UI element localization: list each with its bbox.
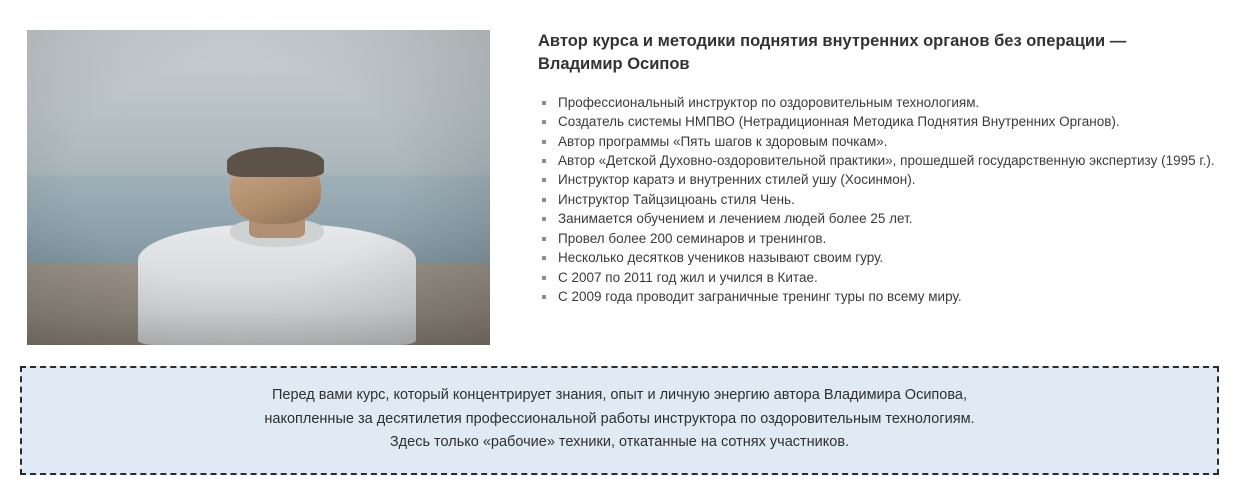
list-item: Инструктор каратэ и внутренних стилей ушу (Хосинмон). [538,170,1189,189]
list-item: С 2009 года проводит заграничные тренинг туры по всему миру. [538,287,1189,306]
author-credentials-list [538,93,1215,306]
list-item: Инструктор Тайцзицюань стиля Чень. [538,190,1189,209]
list-item: Автор «Детской Духовно-оздоровительной практики», прошедшей государственную экспертизу (1995 г.). [538,151,1189,170]
list-item: Занимается обучением и лечением людей более 25 лет. [538,209,1189,228]
list-item: Провел более 200 семинаров и тренингов. [538,229,1189,248]
list-item: Несколько десятков учеников называют своим гуру. [538,248,1189,267]
callout-line-1: Перед вами курс, который концентрирует знания, опыт и личную энергию автора Владимира Осипова, [272,387,967,403]
callout-line-3: Здесь только «рабочие» техники, откатанные на сотнях участников. [389,434,850,450]
list-item: Профессиональный инструктор по оздоровительным технологиям. [538,93,1189,112]
course-callout-box [20,366,1219,475]
author-title: Автор курса и методики поднятия внутренних органов без операции — Владимир Осипов [538,32,1127,74]
list-item: Создатель системы НМПВО (Нетрадиционная Методика Поднятия Внутренних Органов). [538,112,1189,131]
author-text-column [490,30,1215,306]
list-item: С 2007 по 2011 год жил и учился в Китае. [538,268,1189,287]
photo-vignette [27,30,490,345]
callout-line-2: накопленные за десятилетия профессиональной работы инструктора по оздоровительным технологиям. [264,410,975,427]
author-portrait-photo [27,30,490,345]
list-item: Автор программы «Пять шагов к здоровым почкам». [538,132,1189,151]
